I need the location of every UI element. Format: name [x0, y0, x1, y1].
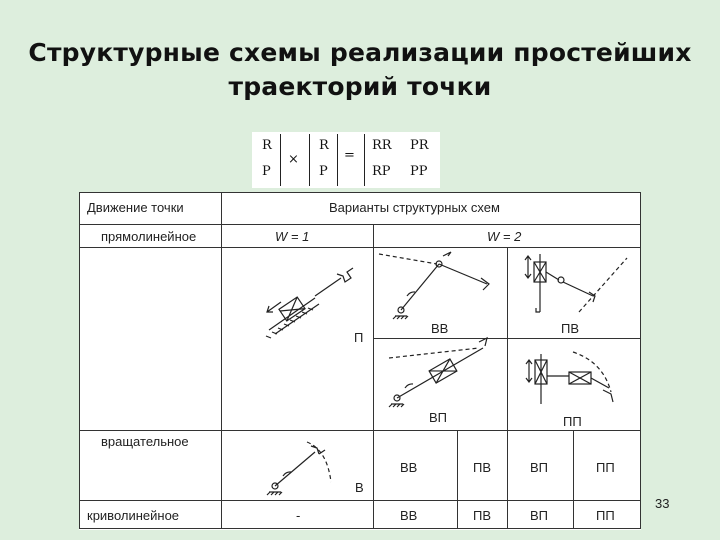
result-pr: PR: [410, 138, 429, 153]
curv-bp: ВП: [530, 508, 549, 523]
label-pp: ПП: [563, 414, 582, 429]
row-label-straight: прямолинейное: [101, 229, 197, 244]
curv-bb: ВВ: [400, 508, 418, 523]
result-bar: [364, 134, 365, 186]
left-r: R: [262, 138, 272, 153]
prismatic-scheme-drawing: [266, 268, 353, 338]
schemes-table: [79, 192, 641, 530]
pb-scheme-drawing: [525, 254, 627, 312]
bb-scheme-drawing: [379, 252, 489, 319]
rot-pb: ПВ: [473, 460, 492, 475]
equals-sign: =: [344, 148, 355, 163]
label-bb: ВВ: [431, 321, 449, 336]
title-line-2: траекторий точки: [228, 72, 492, 101]
curv-pp: ПП: [596, 508, 615, 523]
result-rr: RR: [372, 138, 392, 153]
rot-bb: ВВ: [400, 460, 418, 475]
curv-dash: -: [296, 508, 301, 523]
b-scheme-drawing: [267, 442, 331, 495]
row-label-curvilinear: криволинейное: [87, 508, 180, 523]
w1-label: W = 1: [275, 229, 310, 244]
label-bp: ВП: [429, 410, 448, 425]
curv-pb: ПВ: [473, 508, 492, 523]
result-pp: PP: [410, 164, 428, 179]
label-p: П: [354, 330, 364, 345]
pair-multiplication: [252, 132, 440, 188]
w2-label: W = 2: [487, 229, 522, 244]
title-line-1: Структурные схемы реализации простейших: [28, 38, 692, 67]
label-pb: ПВ: [561, 321, 580, 336]
left-bar: [280, 134, 281, 186]
header-motion: Движение точки: [87, 200, 184, 215]
right-r: R: [319, 138, 329, 153]
mechanism-drawings: [79, 192, 641, 530]
page-number: 33: [655, 496, 670, 511]
row-label-rotational: вращательное: [101, 434, 189, 449]
header-variants: Варианты структурных схем: [329, 200, 500, 215]
label-b: В: [355, 480, 364, 495]
times-sign: ×: [288, 152, 299, 167]
rot-pp: ПП: [596, 460, 615, 475]
pp-scheme-drawing: [526, 352, 613, 404]
mid-bar: [309, 134, 310, 186]
left-p: P: [262, 164, 271, 179]
rot-bp: ВП: [530, 460, 549, 475]
result-rp: RP: [372, 164, 391, 179]
right-bar: [337, 134, 338, 186]
right-p: P: [319, 164, 328, 179]
bp-scheme-drawing: [389, 338, 487, 407]
slide-title: [0, 36, 720, 104]
